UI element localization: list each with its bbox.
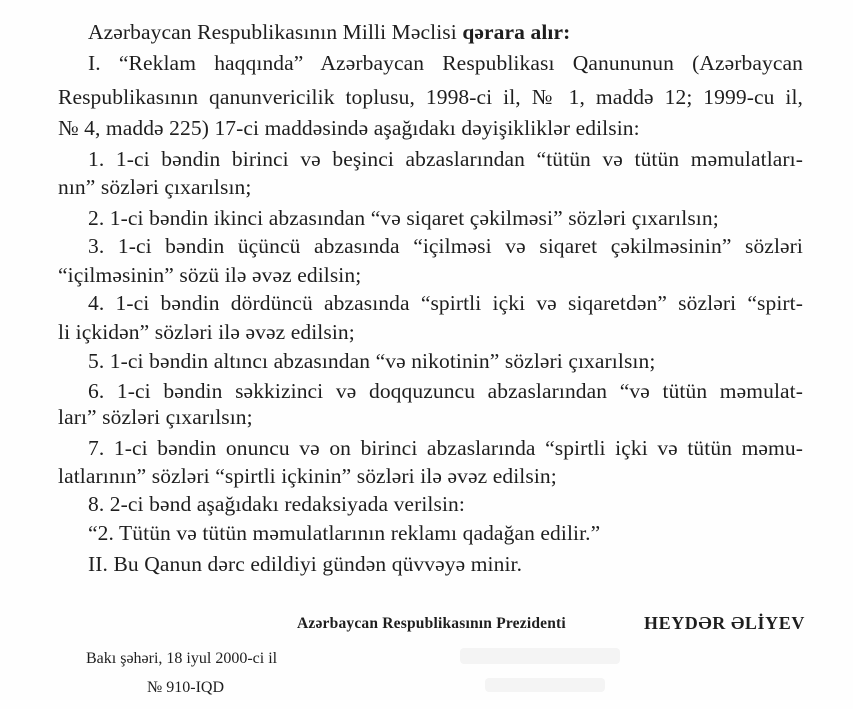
section-two: II. Bu Qanun dərc edildiyi gündən qüvvəyə minir.: [88, 552, 523, 576]
paragraph-line: I. “Reklam haqqında” Azərbaycan Respublikası Qanununun (Azərbaycan: [88, 51, 803, 75]
list-item-continuation: “içilməsinin” sözü ilə əvəz edilsin;: [58, 263, 362, 287]
list-item-continuation: nın” sözləri çıxarılsın;: [58, 175, 252, 199]
list-item-continuation: ları” sözləri çıxarılsın;: [58, 405, 253, 429]
quoted-text: “2. Tütün və tütün məmulatlarının reklamı qadağan edilir.”: [88, 521, 601, 545]
faint-bleed-through: [460, 648, 620, 664]
intro-prefix: Azərbaycan Respublikasının Milli Məclisi: [88, 20, 463, 44]
intro-line: [88, 19, 570, 45]
list-item-continuation: li içkidən” sözləri ilə əvəz edilsin;: [58, 320, 355, 344]
list-item: 5. 1-ci bəndin altıncı abzasından “və nikotinin” sözləri çıxarılsın;: [88, 349, 656, 373]
signature-name: HEYDƏR ƏLİYEV: [644, 613, 805, 633]
paragraph-line: Respublikasının qanunvericilik toplusu, 1998-ci il, № 1, maddə 12; 1999-cu il,: [58, 85, 803, 109]
list-item: 1. 1-ci bəndin birinci və beşinci abzaslarından “tütün və tütün məmulatları-: [88, 147, 803, 171]
list-item: 7. 1-ci bəndin onuncu və on birinci abzaslarında “spirtli içki və tütün məmu-: [88, 436, 803, 460]
place-date: Bakı şəhəri, 18 iyul 2000-ci il: [86, 650, 278, 667]
intro-resolution: qərara alır:: [462, 20, 571, 44]
law-number: № 910-IQD: [147, 679, 225, 696]
list-item: 4. 1-ci bəndin dördüncü abzasında “spirtli içki və siqaretdən” sözləri “spirt-: [88, 291, 803, 315]
signature-title: Azərbaycan Respublikasının Prezidenti: [297, 615, 566, 632]
list-item: 8. 2-ci bənd aşağıdakı redaksiyada verilsin:: [88, 492, 465, 516]
list-item: 6. 1-ci bəndin səkkizinci və doqquzuncu abzaslarından “və tütün məmulat-: [88, 379, 803, 403]
paragraph-line: № 4, maddə 225) 17-ci maddəsində aşağıdakı dəyişikliklər edilsin:: [58, 116, 640, 140]
list-item: 3. 1-ci bəndin üçüncü abzasında “içilməsi və siqaret çəkilməsinin” sözləri: [88, 234, 803, 258]
list-item: 2. 1-ci bəndin ikinci abzasından “və siqaret çəkilməsi” sözləri çıxarılsın;: [88, 206, 719, 230]
list-item-continuation: latlarının” sözləri “spirtli içkinin” sözləri ilə əvəz edilsin;: [58, 464, 557, 488]
faint-bleed-through: [485, 678, 605, 692]
